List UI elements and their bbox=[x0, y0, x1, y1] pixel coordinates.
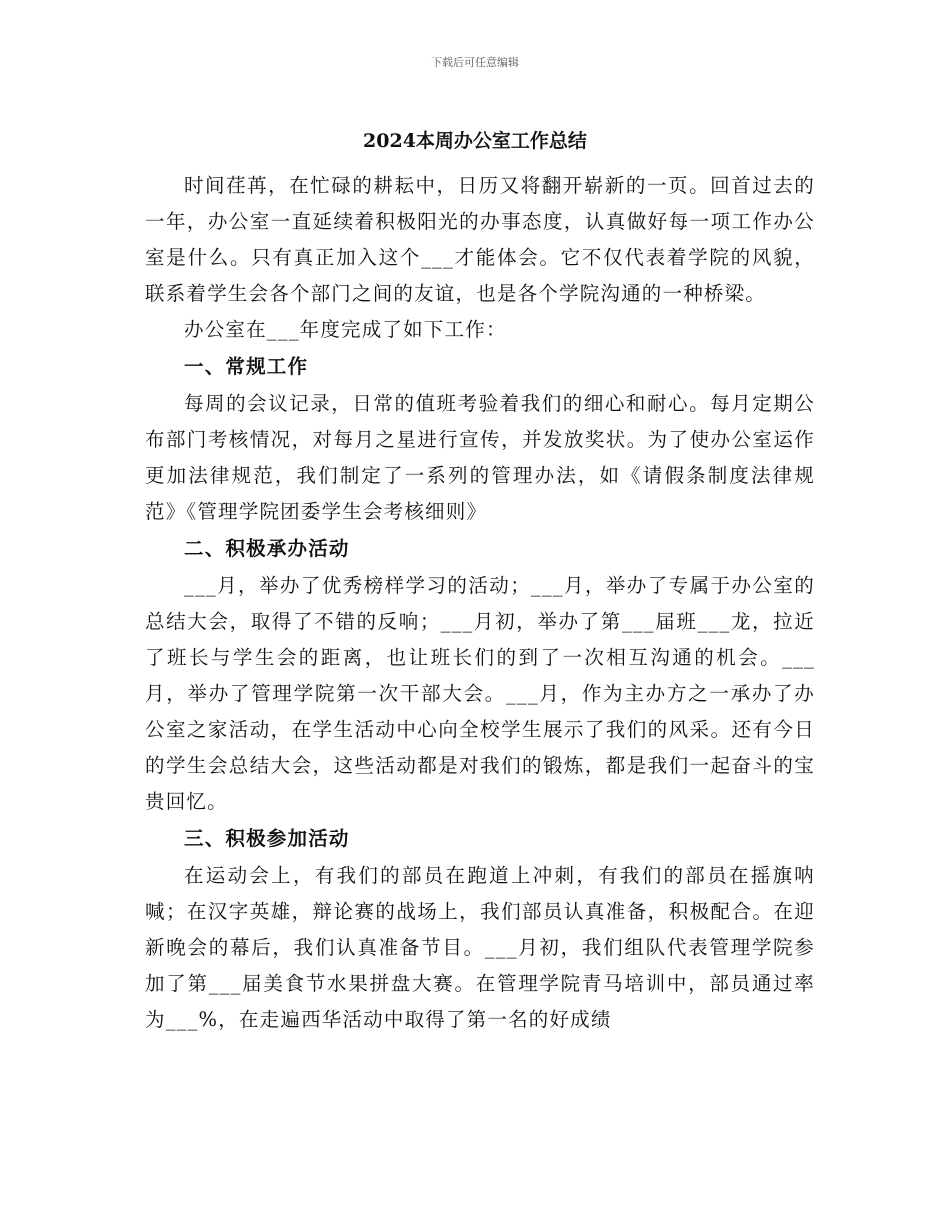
section-heading-host-activities: 二、积极承办活动 bbox=[184, 537, 350, 560]
section-heading-join-activities: 三、积极参加活动 bbox=[184, 827, 350, 850]
intro-paragraph: 时间荏苒，在忙碌的耕耘中，日历又将翻开崭新的一页。回首过去的一年，办公室一直延续着积极阳光的办事态度，认真做好每一项工作办公室是什么。只有真正加入这个___才能体会。它不仅代表着学院的风貌，联系着学生会各个部门之间的友谊，也是各个学院沟通的一种桥梁。 bbox=[145, 174, 815, 305]
header-note: 下载后可任意编辑 bbox=[431, 56, 519, 69]
section-text-join-activities: 在运动会上，有我们的部员在跑道上冲刺，有我们的部员在摇旗呐喊；在汉字英雄，辩论赛的战场上，我们部员认真准备，积极配合。在迎新晚会的幕后，我们认真准备节目。___月初，我们组队代表管理学院参加了第___届美食节水果拼盘大赛。在管理学院青马培训中，部员通过率为___%，在走遍西华活动中取得了第一名的好成绩 bbox=[145, 864, 815, 1031]
section-text-routine: 每周的会议记录，日常的值班考验着我们的细心和耐心。每月定期公布部门考核情况，对每月之星进行宣传，并发放奖状。为了使办公室运作更加法律规范，我们制定了一系列的管理办法，如《请假条制度法律规范》《管理学院团委学生会考核细则》 bbox=[145, 392, 815, 523]
summary-line: 办公室在___年度完成了如下工作： bbox=[184, 318, 507, 341]
section-heading-routine: 一、常规工作 bbox=[184, 355, 309, 378]
section-text-host-activities: ___月，举办了优秀榜样学习的活动；___月，举办了专属于办公室的总结大会，取得了不错的反响；___月初，举办了第___届班___龙，拉近了班长与学生会的距离，也让班长们的到了一次相互沟通的机会。___月，举办了管理学院第一次干部大会。___月，作为主办方之一承办了办公室之家活动，在学生活动中心向全校学生展示了我们的风采。还有今日的学生会总结大会，这些活动都是对我们的锻炼，都是我们一起奋斗的宝贵回忆。 bbox=[145, 574, 815, 813]
document-title: 2024本周办公室工作总结 bbox=[363, 130, 587, 152]
document-body bbox=[145, 168, 815, 1038]
